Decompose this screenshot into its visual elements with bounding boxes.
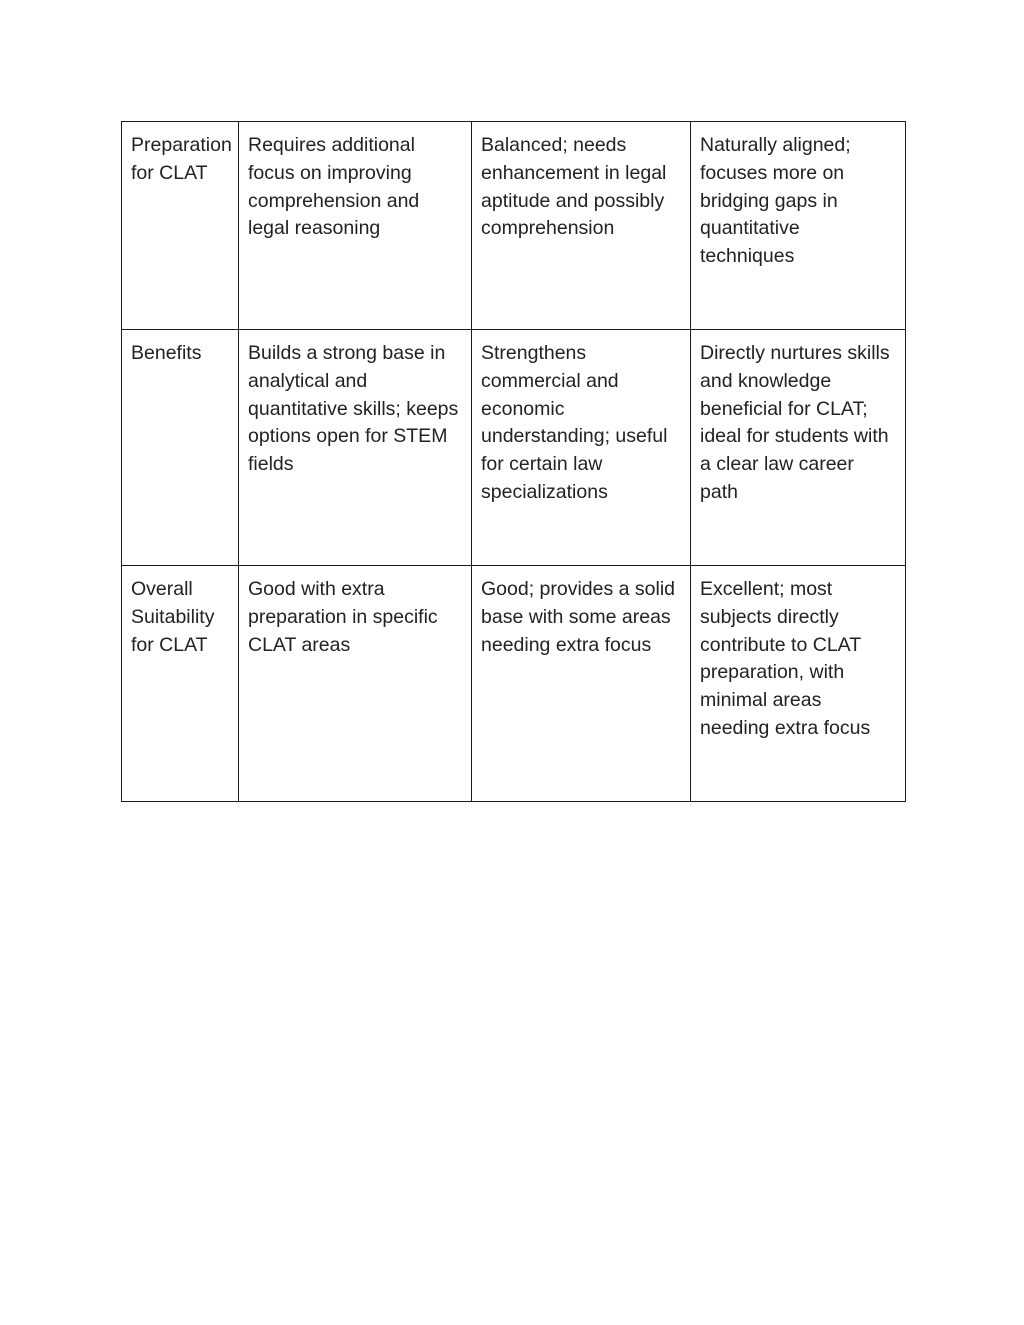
table-cell: Strengthens commercial and economic understanding; useful for certain law specializations: [472, 330, 691, 566]
table-row: [122, 330, 906, 566]
table-cell: Directly nurtures skills and knowledge beneficial for CLAT; ideal for students with a clear law career path: [691, 330, 906, 566]
row-label-cell: Preparation for CLAT: [122, 122, 239, 330]
table-cell: Builds a strong base in analytical and quantitative skills; keeps options open for STEM fields: [239, 330, 472, 566]
table-cell: Balanced; needs enhancement in legal aptitude and possibly comprehension: [472, 122, 691, 330]
table-row: [122, 566, 906, 802]
table-cell: Good with extra preparation in specific CLAT areas: [239, 566, 472, 802]
table-cell: Naturally aligned; focuses more on bridging gaps in quantitative techniques: [691, 122, 906, 330]
row-label-cell: Benefits: [122, 330, 239, 566]
table-row: [122, 122, 906, 330]
table-cell: Good; provides a solid base with some areas needing extra focus: [472, 566, 691, 802]
table-cell: Requires additional focus on improving comprehension and legal reasoning: [239, 122, 472, 330]
table-cell: Excellent; most subjects directly contribute to CLAT preparation, with minimal areas needing extra focus: [691, 566, 906, 802]
row-label-cell: Overall Suitability for CLAT: [122, 566, 239, 802]
comparison-table: [121, 121, 906, 802]
